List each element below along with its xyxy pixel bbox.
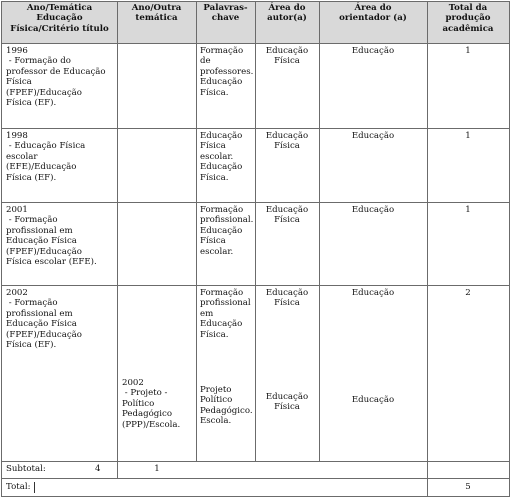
row-1996-total: 1: [465, 46, 471, 56]
row-2002-keywords: Formação profissional em Educação Física.: [200, 288, 251, 340]
row-2002-total: 2: [465, 288, 471, 298]
column-divider: [196, 1, 197, 462]
row-2002-author-area-ppp: Educação Física: [265, 392, 309, 413]
header-total-production: Total da produção acadêmica: [442, 3, 494, 34]
header-advisor-area: Área do orientador (a): [339, 3, 407, 24]
row-1996-advisor-area: Educação: [351, 46, 395, 56]
table-border-left: [1, 1, 2, 497]
table-border-bottom: [1, 496, 510, 497]
total-label: Total:: [6, 482, 31, 492]
row-2002-author-area: Educação Física: [265, 288, 309, 309]
row-2002-other-theme: 2002 - Projeto - Político Pedagógico (PPP)/Escola.: [122, 378, 181, 430]
row-divider: [1, 478, 510, 479]
row-1996-title: 1996 - Formação do professor de Educação Física (FPEF)/Educação Física (EF).: [6, 46, 106, 109]
header-other-theme: Ano/Outra temática: [131, 3, 182, 24]
row-1998-author-area: Educação Física: [265, 131, 309, 152]
subtotal-value-other: 1: [154, 464, 160, 474]
row-1998-title: 1998 - Educação Física escolar (EFE)/Educação Física (EF).: [6, 131, 86, 183]
academic-production-table: [1, 1, 510, 497]
subtotal-label: Subtotal:: [6, 464, 46, 474]
total-value: 5: [465, 482, 471, 492]
row-2002-title: 2002 - Formação profissional em Educação Física (FPEF)/Educação Física (EF).: [6, 288, 82, 351]
subtotal-value-main: 4: [95, 464, 101, 474]
header-keywords: Palavras- chave: [203, 3, 248, 24]
row-2002-keywords-ppp: Projeto Político Pedagógico. Escola.: [200, 385, 253, 427]
header-year-theme: Ano/Temática Educação Física/Critério título: [10, 3, 109, 34]
column-divider: [319, 1, 320, 462]
table-border-right: [509, 1, 510, 497]
row-2001-title: 2001 - Formação profissional em Educação Física (FPEF)/Educação Física escolar (EFE).: [6, 205, 97, 268]
row-2002-advisor-area: Educação: [351, 288, 395, 298]
row-1998-keywords: Educação Física escolar. Educação Física.: [200, 131, 243, 183]
column-divider: [117, 1, 118, 479]
row-1996-keywords: Formação de professores. Educação Física.: [200, 46, 254, 98]
row-2001-author-area: Educação Física: [265, 205, 309, 226]
header-author-area: Área do autor(a): [267, 3, 307, 24]
row-1998-advisor-area: Educação: [351, 131, 395, 141]
text-cursor: [34, 482, 35, 493]
row-2001-total: 1: [465, 205, 471, 215]
row-1996-author-area: Educação Física: [265, 46, 309, 67]
row-2001-keywords: Formação profissional. Educação Física escolar.: [200, 205, 254, 257]
row-2002-advisor-area-ppp: Educação: [351, 395, 395, 405]
column-divider: [427, 1, 428, 497]
row-1998-total: 1: [465, 131, 471, 141]
row-2001-advisor-area: Educação: [351, 205, 395, 215]
